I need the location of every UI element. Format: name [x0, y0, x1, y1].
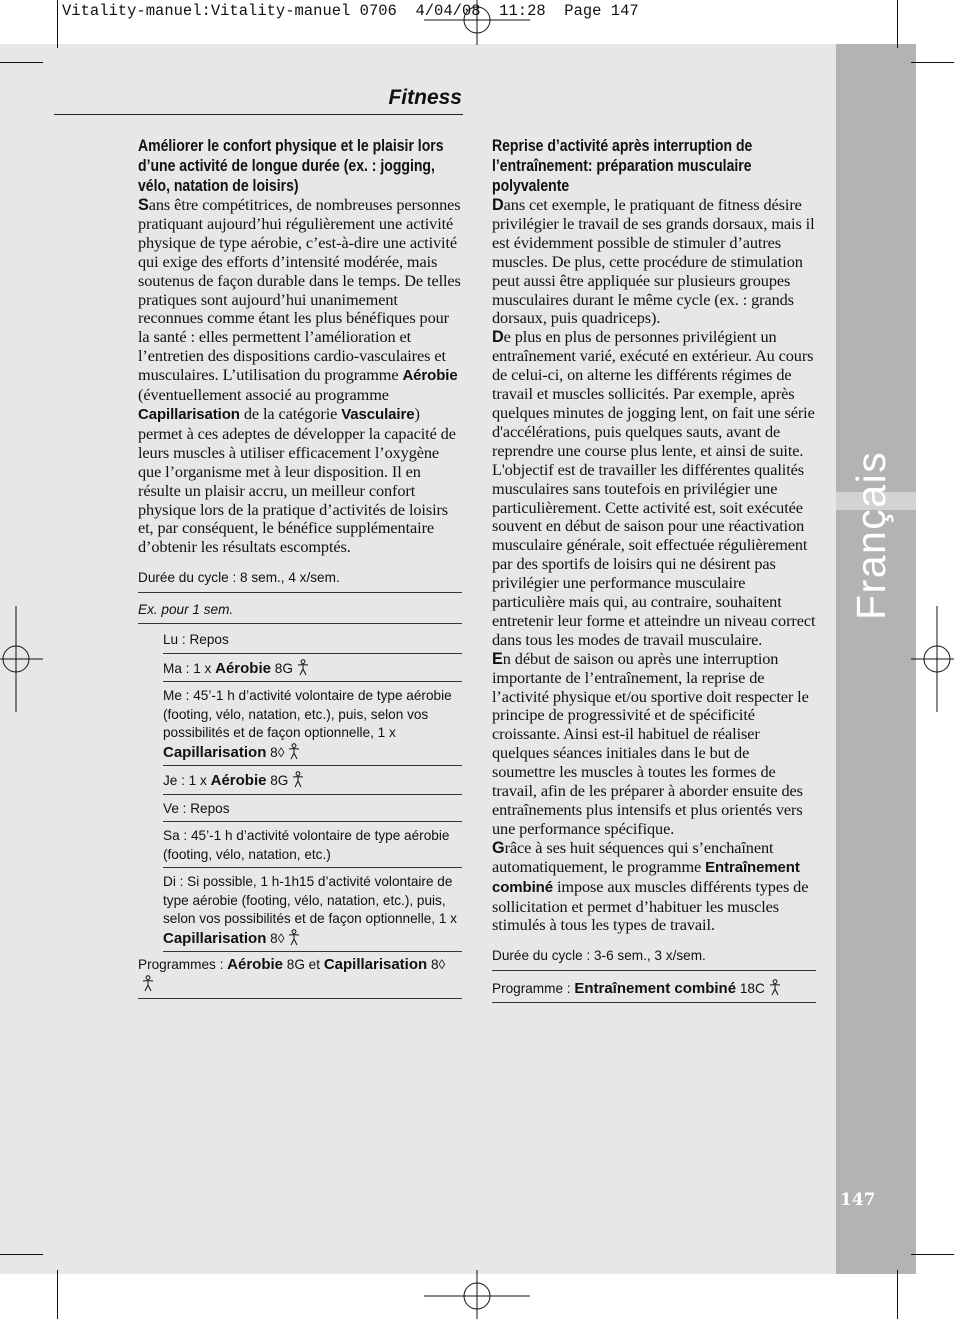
athlete-icon — [296, 659, 310, 676]
drop-initial: E — [492, 649, 503, 668]
week-schedule — [163, 624, 462, 952]
day-monday: Lu : Repos — [163, 624, 462, 654]
cycle-duration: Durée du cycle : 3-6 sem., 3 x/sem. — [492, 941, 816, 971]
left-column — [138, 136, 462, 999]
program-name: Capillarisation — [138, 405, 240, 423]
athlete-icon — [287, 743, 301, 760]
right-heading: Reprise d’activité après interruption de l’entraînement: préparation musculaire polyvalente — [492, 137, 753, 195]
program-used: Programme : Entraînement combiné 18C — [492, 971, 816, 1004]
programs-used: Programmes : Aérobie 8G et Capillarisation 8◊ — [138, 952, 462, 999]
drop-initial: D — [492, 196, 504, 214]
day-saturday: Sa : 45’-1 h d’activité volontaire de type aérobie (footing, vélo, natation, etc.) — [163, 822, 462, 868]
example-label: Ex. pour 1 sem. — [138, 593, 462, 625]
day-tuesday: Ma : 1 x Aérobie 8G — [163, 654, 462, 683]
right-column — [492, 136, 816, 1003]
cycle-duration: Durée du cycle : 8 sem., 4 x/sem. — [138, 563, 462, 593]
drop-initial: G — [492, 838, 505, 857]
athlete-icon — [291, 771, 305, 788]
day-sunday: Di : Si possible, 1 h-1h15 d’activité volontaire de type aérobie (footing, vélo, natation, etc.), puis, selon vos possibilités et de façon optionnelle, 1 x Capillarisation 8◊ — [163, 868, 462, 952]
athlete-icon — [768, 979, 782, 996]
category-name: Vasculaire — [341, 405, 415, 423]
day-friday: Ve : Repos — [163, 795, 462, 823]
program-name: Entraînement combiné — [492, 858, 800, 896]
title-rule — [54, 114, 463, 115]
print-header: Vitality-manuel:Vitality-manuel 0706 4/04/08 11:28 Page 147 — [62, 2, 639, 20]
program-name: Aérobie — [402, 367, 458, 385]
side-language-label: Français — [848, 450, 894, 620]
left-heading: Améliorer le confort physique et le plaisir lors d’une activité de longue durée (ex. : jogging, vélo, natation de loisirs) — [138, 137, 444, 195]
drop-initial: S — [138, 196, 149, 214]
section-title: Fitness — [388, 86, 462, 109]
right-paragraph-1: Dans cet exemple, le pratiquant de fitness désire privilégier le travail de ses grands dorsaux, mais il est évidemment possible de stimuler d’autres muscles. De plus, cette procédure de stimulation peut aussi être appliquée sur plusieurs groupes musculaires durant le même cycle (ex. : grands dorsaux, puis quadriceps). — [492, 195, 815, 328]
athlete-icon — [287, 929, 301, 946]
right-paragraph-2: De plus en plus de personnes privilégient un entraînement varié, exécuté en extérieur. Au cours de celui-ci, on alterne les différents régimes de travail et muscles sollicités. Par exemple, après quelques minutes de jogging lent, on fait une série d'accélérations, puis quelques sauts, avant de reprendre une course plus lente, et ainsi de suite. L'objectif est de travailler les différentes qualités musculaires sans toutefois en privilégier une particulièrement. Cette activité est, soit exécutée souvent en début de saison pour une réactivation musculaire générale, soit effectuée régulièrement par des sportifs de loisirs qui ne désirent pas privilégier une performance musculaire particulière mais qui, au contraire, souhaitent entretenir leur forme et atteindre un niveau correct dans tous les modes de travail musculaire. — [492, 327, 816, 649]
page-number: 147 — [840, 1190, 876, 1210]
day-thursday: Je : 1 x Aérobie 8G — [163, 766, 462, 795]
day-wednesday: Me : 45’-1 h d’activité volontaire de type aérobie (footing, vélo, natation, etc.), puis, selon vos possibilités et de façon optionnelle, 1 x Capillarisation 8◊ — [163, 682, 462, 766]
athlete-icon — [141, 975, 155, 992]
left-paragraph: Sans être compétitrices, de nombreuses personnes pratiquant aujourd’hui régulièrement une activité physique de type aérobie, c’est-à-dire une activité qui exige des efforts d’intensité modérée, mais soutenus de façon durable dans le temps. De telles pratiques sont aujourd’hui unanimement reconnues comme étant les plus bénéfiques pour la santé : elles permettent l’amélioration et l’entretien des dispositions cardio-vasculaires et musculaires. L’utilisation du programme Aérobie (éventuellement associé au programme Capillarisation de la catégorie Vasculaire) permet à ces adeptes de développer la capacité de leurs muscles à utiliser efficacement l’oxygène que l’organisme met à leur disposition. Il en résulte un plaisir accru, un meilleur confort physique lors de la pratique d’activités de loisirs et, par conséquent, le bénéfice supplémentaire d’obtenir les résultats escomptés. — [138, 195, 461, 557]
drop-initial: D — [492, 328, 504, 347]
right-paragraph-3: En début de saison ou après une interruption importante de l’entraînement, la reprise de l’activité physique et/ou sportive doit respecter le principe de progressivité et de spécificité croissante. Ainsi est-il habituel de réaliser quelques séances initiales dans le but de soumettre les muscles à toutes les formes de travail, afin de les préparer à aborder ensuite des entraînements plus intensifs et plus orientés vers une performance spécifique. — [492, 648, 809, 838]
right-paragraph-4: Grâce à ses huit séquences qui s’enchaînent automatiquement, le programme Entraînement combiné impose aux muscles différents types de sollicitation et permet d’habituer les muscles stimulés à tous les types de travail. — [492, 837, 809, 935]
